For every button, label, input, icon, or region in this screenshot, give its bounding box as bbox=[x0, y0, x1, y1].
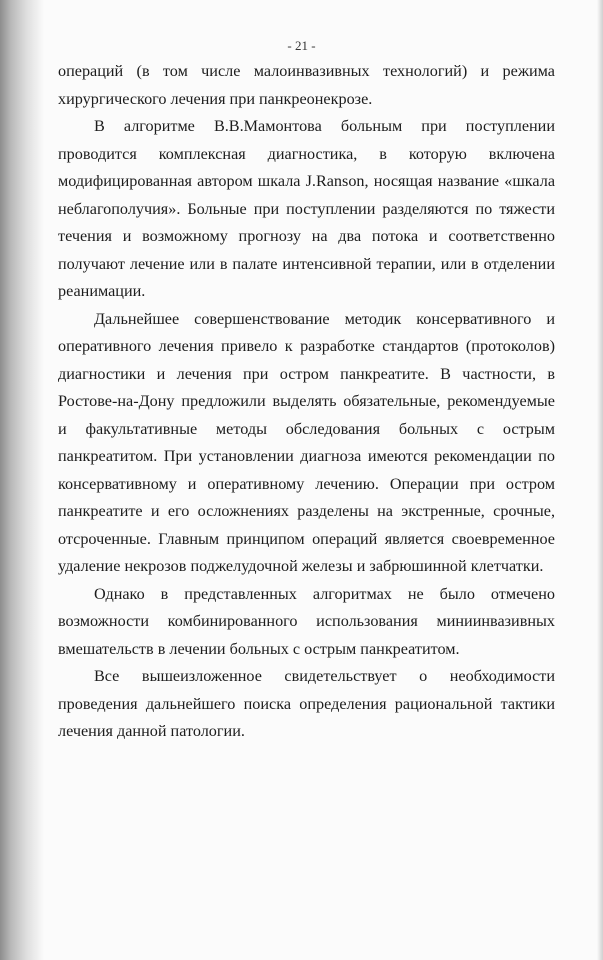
body-text bbox=[58, 58, 555, 746]
paragraph-continuation: операций (в том числе малоинвазивных технологий) и режима хирургического лечения при панкреонекрозе. bbox=[58, 62, 555, 108]
paragraph: Дальнейшее совершенствование методик консервативного и оперативного лечения привело к разработке стандартов (протоколов) диагностики и лечения при остром панкреатите. В частности, в Ростове-на-Дону предложили выделять обязательные, рекомендуемые и факультативные методы обследования больных с острым панкреатитом. При установлении диагноза имеются рекомендации по консервативному и оперативному лечению. Операции при остром панкреатите и его осложнениях разделены на экстренные, срочные, отсроченные. Главным принципом операций является своевременное удаление некрозов поджелудочной железы и забрюшинной клетчатки. bbox=[58, 309, 555, 575]
scan-edge-shadow-right bbox=[597, 0, 603, 960]
scan-edge-shadow bbox=[0, 0, 44, 960]
page-number: - 21 - bbox=[287, 38, 316, 53]
paragraph: Все вышеизложенное свидетельствует о необходимости проведения дальнейшего поиска определения рациональной тактики лечения данной патологии. bbox=[58, 667, 555, 740]
paragraph: Однако в представленных алгоритмах не было отмечено возможности комбинированного использования миниинвазивных вмешательств в лечении больных с острым панкреатитом. bbox=[58, 584, 555, 658]
paragraph: В алгоритме В.В.Мамонтова больным при поступлении проводится комплексная диагностика, в которую включена модифицированная автором шкала J.Ranson, носящая название «шкала неблагополучия». Больные при поступлении разделяются по тяжести течения и возможному прогнозу на два потока и соответственно получают лечение или в палате интенсивной терапии, или в отделении реанимации. bbox=[58, 117, 555, 300]
